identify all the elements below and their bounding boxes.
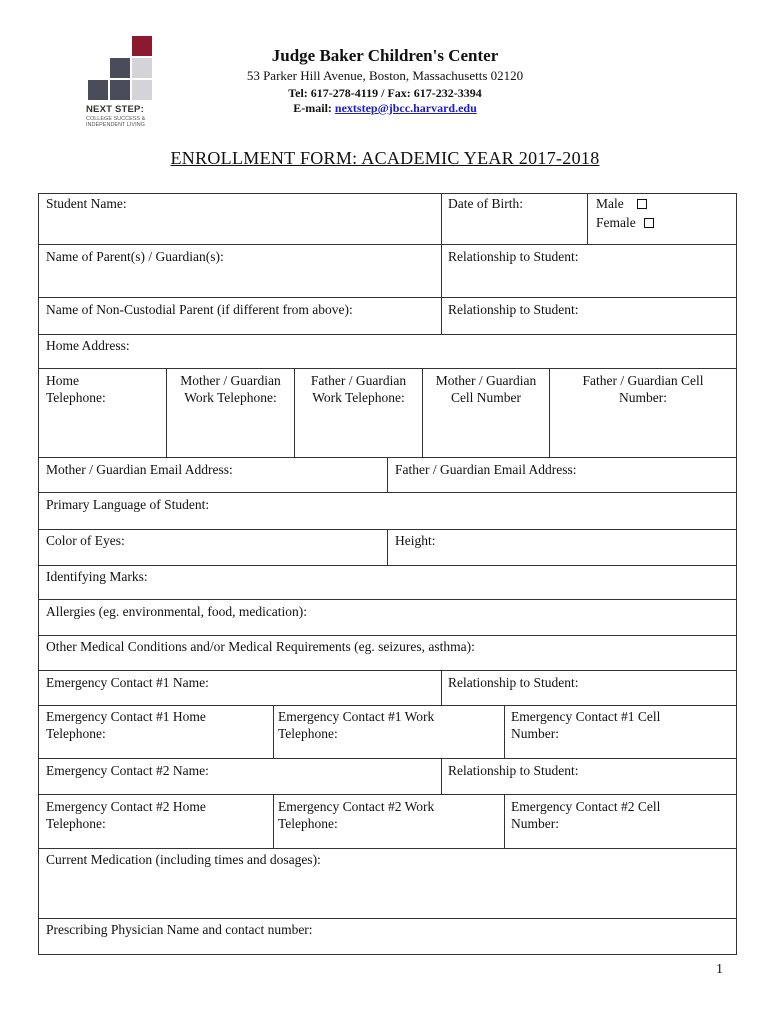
emergency-contact-1-cell-label[interactable]: Emergency Contact #1 Cell Number: [511,709,661,741]
allergies-label[interactable]: Allergies (eg. environmental, food, medication): [46,604,308,619]
column-divider [504,794,505,848]
row-divider [39,244,736,245]
row-divider [39,297,736,298]
page-number: 1 [716,962,723,977]
phone-fax: Tel: 617-278-4119 / Fax: 617-232-3394 [288,86,482,100]
logo-square [110,80,130,100]
row-divider [39,794,736,795]
logo-subtext: COLLEGE SUCCESS & INDEPENDENT LIVING [86,116,146,128]
row-divider [39,334,736,335]
emergency-contact-1-relationship-label[interactable]: Relationship to Student: [448,675,579,690]
primary-language-label[interactable]: Primary Language of Student: [46,497,210,512]
column-divider [441,670,442,705]
logo-square [132,36,152,56]
female-checkbox[interactable] [644,218,654,228]
student-name-label[interactable]: Student Name: [46,196,127,211]
logo-text: NEXT STEP: [86,104,144,115]
row-divider [39,918,736,919]
height-label[interactable]: Height: [395,533,436,548]
logo-square [110,58,130,78]
emergency-contact-2-work-label[interactable]: Emergency Contact #2 Work Telephone: [278,799,435,831]
row-divider [39,758,736,759]
medical-conditions-label[interactable]: Other Medical Conditions and/or Medical Requirements (eg. seizures, asthma): [46,639,475,654]
email-link[interactable]: nextstep@jbcc.harvard.edu [334,101,477,115]
relationship-label[interactable]: Relationship to Student: [448,249,579,264]
eye-color-label[interactable]: Color of Eyes: [46,533,125,548]
row-divider [39,705,736,706]
column-divider [273,705,274,758]
row-divider [39,599,736,600]
row-divider [39,368,736,369]
email-line [200,101,570,116]
row-divider [39,565,736,566]
emergency-contact-2-cell-label[interactable]: Emergency Contact #2 Cell Number: [511,799,661,831]
male-label: Male [596,196,624,211]
form-title: ENROLLMENT FORM: ACADEMIC YEAR 2017-2018 [170,148,600,168]
row-divider [39,848,736,849]
female-label: Female [596,215,636,230]
mother-cell-number-label[interactable]: Mother / Guardian Cell Number [435,373,537,405]
emergency-contact-1-name-label[interactable]: Emergency Contact #1 Name: [46,675,209,690]
emergency-contact-2-home-label[interactable]: Emergency Contact #2 Home Telephone: [46,799,206,831]
identifying-marks-label[interactable]: Identifying Marks: [46,569,148,584]
current-medication-label[interactable]: Current Medication (including times and dosages): [46,852,321,867]
relationship-label[interactable]: Relationship to Student: [448,302,579,317]
column-divider [273,794,274,848]
mother-email-label[interactable]: Mother / Guardian Email Address: [46,462,233,477]
logo-square [88,80,108,100]
logo-square [132,80,152,100]
home-address-label[interactable]: Home Address: [46,338,130,353]
date-of-birth-label[interactable]: Date of Birth: [448,196,523,211]
row-divider [39,635,736,636]
email-label: E-mail: [293,101,335,115]
father-cell-number-label[interactable]: Father / Guardian Cell Number: [582,373,704,405]
organization-logo [84,36,154,128]
female-option[interactable] [596,214,654,231]
home-telephone-label[interactable]: Home Telephone: [46,373,106,405]
organization-name: Judge Baker Children's Center [271,46,499,65]
row-divider [39,670,736,671]
row-divider [39,492,736,493]
father-email-label[interactable]: Father / Guardian Email Address: [395,462,577,477]
male-option[interactable] [596,195,647,212]
emergency-contact-2-relationship-label[interactable]: Relationship to Student: [448,763,579,778]
male-checkbox[interactable] [637,199,647,209]
prescribing-physician-label[interactable]: Prescribing Physician Name and contact number: [46,922,313,937]
column-divider [587,194,588,244]
parent-guardian-name-label[interactable]: Name of Parent(s) / Guardian(s): [46,249,224,264]
emergency-contact-1-work-label[interactable]: Emergency Contact #1 Work Telephone: [278,709,435,741]
logo-square [132,58,152,78]
column-divider [387,529,388,565]
father-work-telephone-label[interactable]: Father / Guardian Work Telephone: [310,373,407,405]
enrollment-form-table [38,193,737,955]
non-custodial-parent-label[interactable]: Name of Non-Custodial Parent (if different from above): [46,302,353,317]
column-divider [441,194,442,334]
column-divider [504,705,505,758]
column-divider [387,457,388,492]
mother-work-telephone-label[interactable]: Mother / Guardian Work Telephone: [180,373,281,405]
emergency-contact-2-name-label[interactable]: Emergency Contact #2 Name: [46,763,209,778]
organization-address: 53 Parker Hill Avenue, Boston, Massachusetts 02120 [246,68,524,83]
emergency-contact-1-home-label[interactable]: Emergency Contact #1 Home Telephone: [46,709,206,741]
column-divider [441,758,442,794]
